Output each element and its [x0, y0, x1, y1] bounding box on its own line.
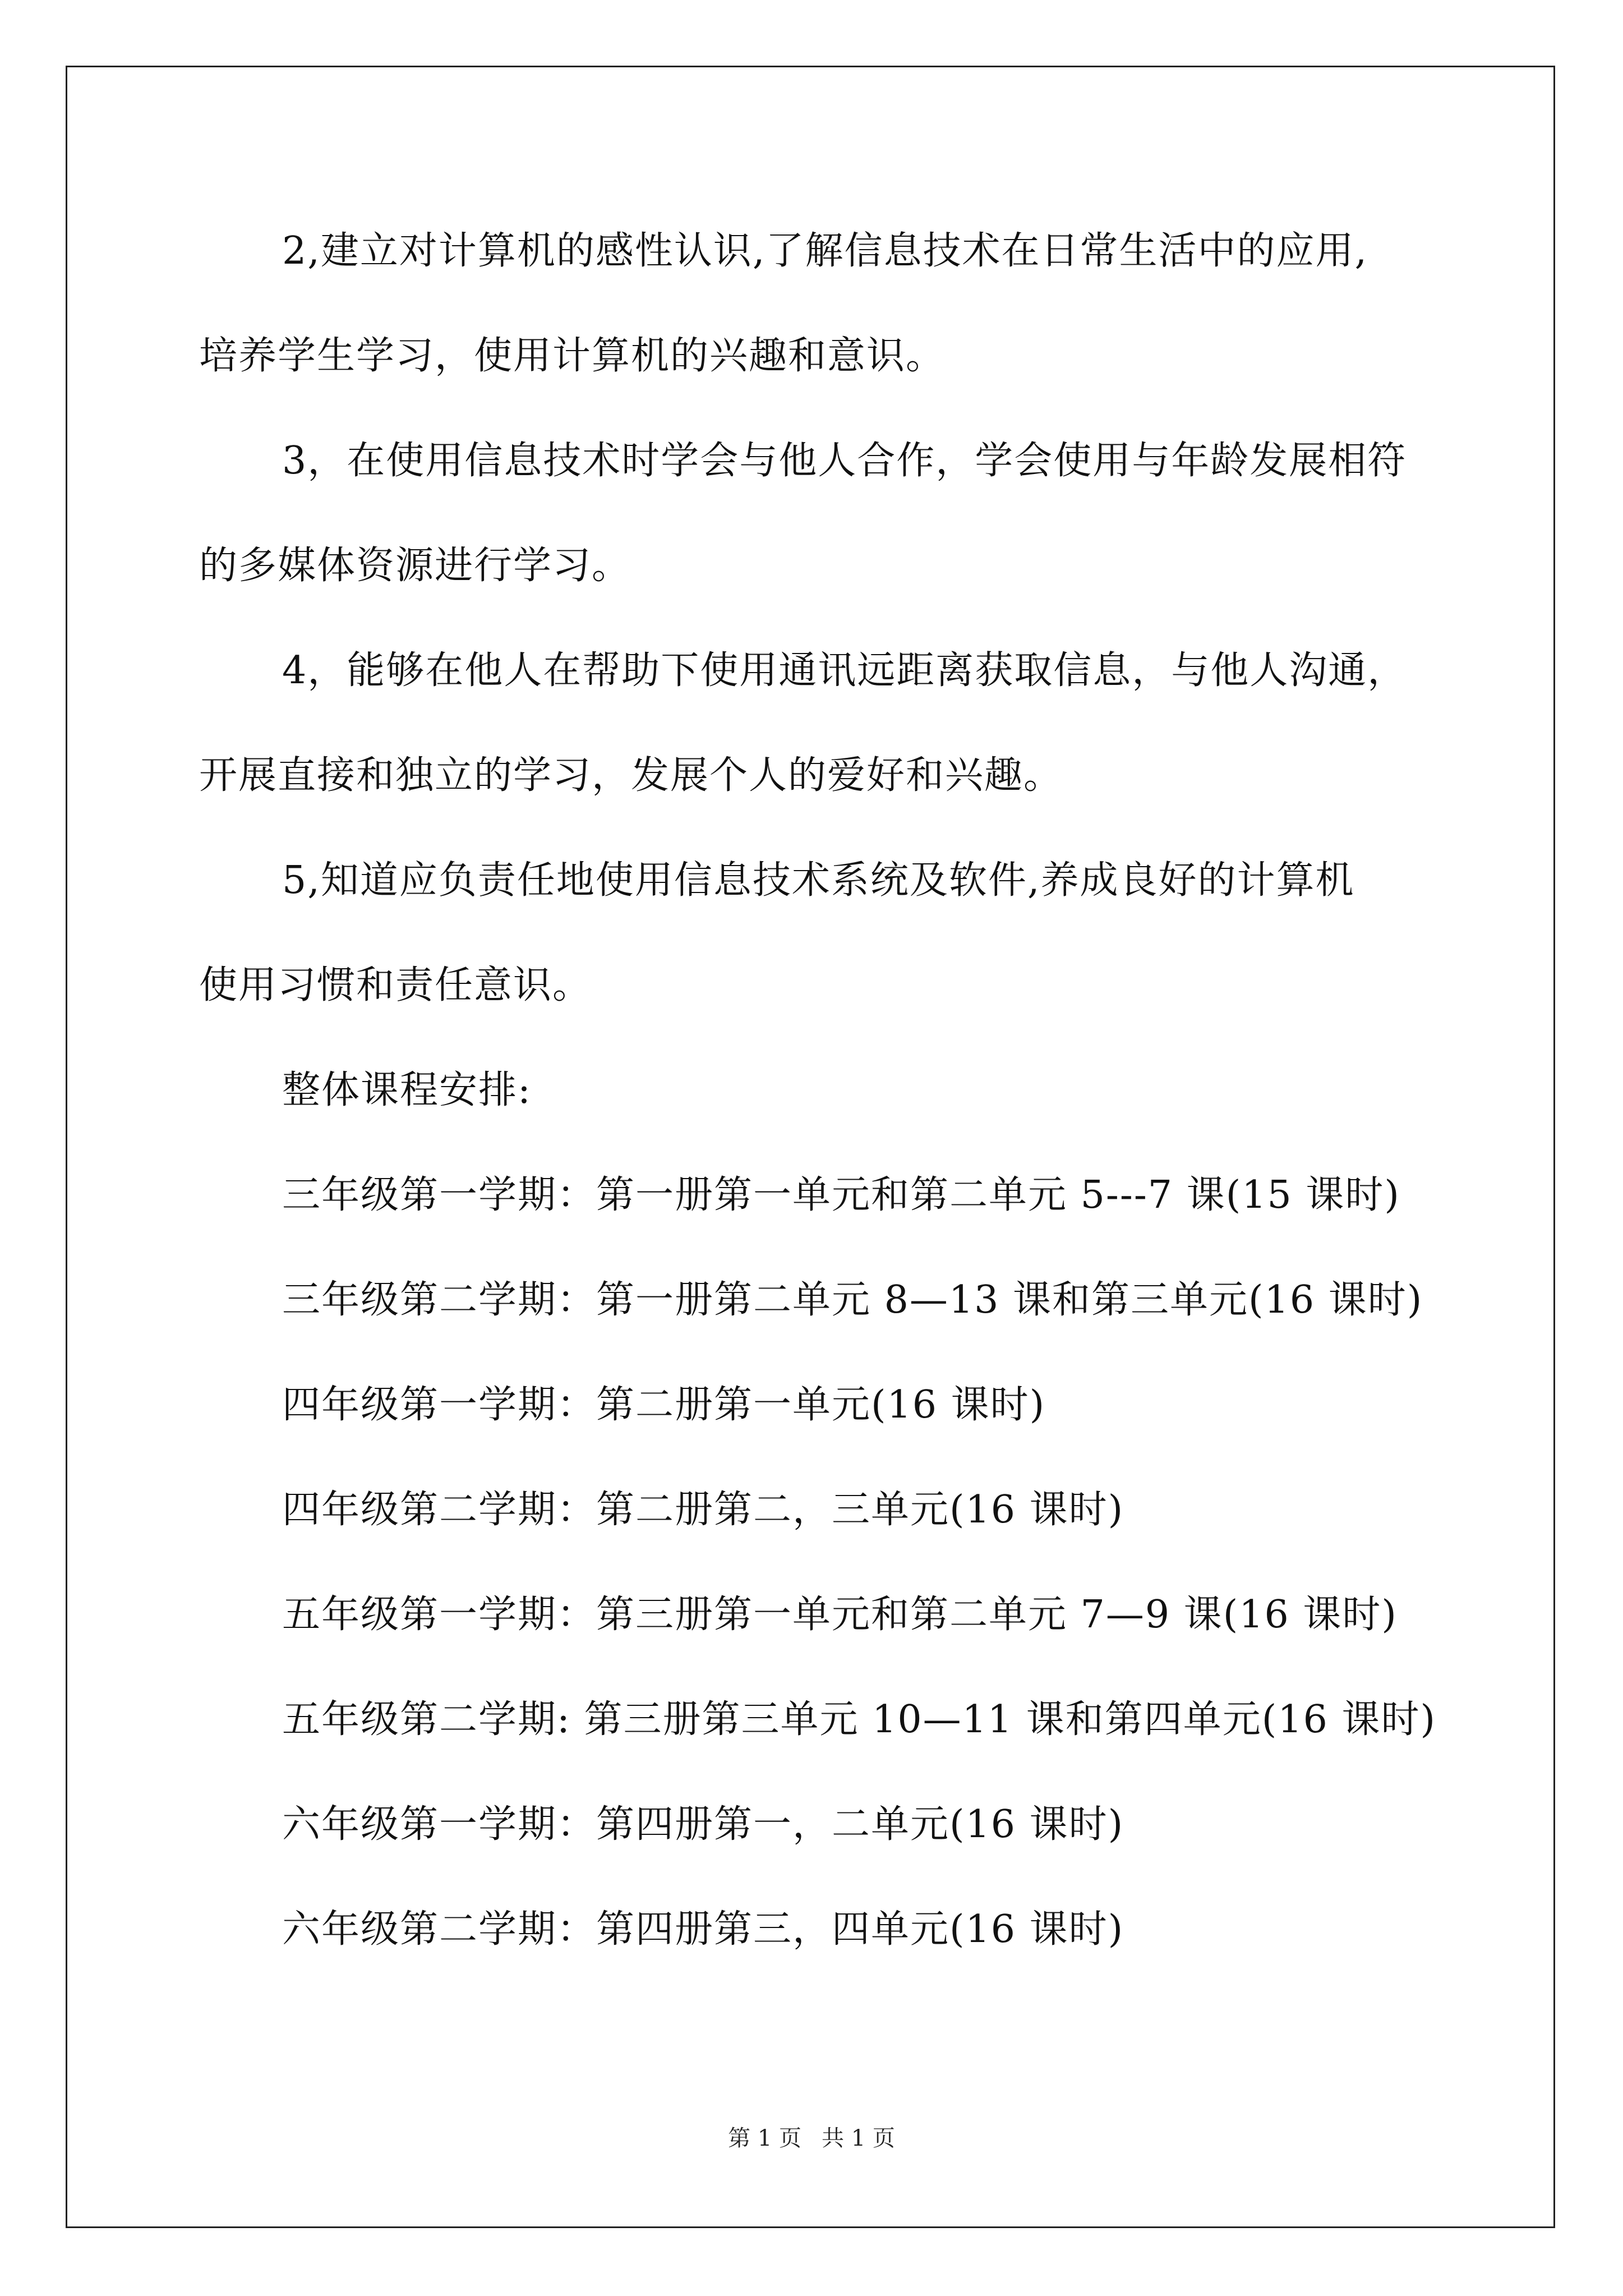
- paragraph-5-line-1: 5,知道应负责任地使用信息技术系统及软件,养成良好的计算机: [282, 858, 1355, 903]
- paragraph-2-line-2: 培养学生学习，使用计算机的兴趣和意识。: [199, 334, 946, 378]
- schedule-item: 六年级第二学期：第四册第三，四单元(16 课时): [282, 1907, 1124, 1952]
- paragraph-4-line-2: 开展直接和独立的学习，发展个人的爱好和兴趣。: [199, 753, 1063, 798]
- paragraph-2-line-1: 2,建立对计算机的感性认识,了解信息技术在日常生活中的应用,: [282, 229, 1368, 273]
- schedule-heading: 整体课程安排:: [282, 1068, 532, 1112]
- schedule-item: 四年级第二学期：第二册第二，三单元(16 课时): [282, 1488, 1124, 1532]
- page-number-current: 第 1 页: [728, 2125, 801, 2151]
- schedule-item: 四年级第一学期：第二册第一单元(16 课时): [282, 1383, 1046, 1427]
- paragraph-5-line-2: 使用习惯和责任意识。: [199, 963, 592, 1007]
- schedule-item: 五年级第一学期：第三册第一单元和第二单元 7—9 课(16 课时): [282, 1593, 1398, 1637]
- schedule-item: 六年级第一学期：第四册第一，二单元(16 课时): [282, 1802, 1124, 1847]
- page-footer: [0, 2124, 1623, 2152]
- paragraph-3-line-1: 3，在使用信息技术时学会与他人合作，学会使用与年龄发展相符: [282, 439, 1407, 483]
- paragraph-3-line-2: 的多媒体资源进行学习。: [199, 544, 631, 588]
- page-number-total: 共 1 页: [822, 2125, 895, 2151]
- schedule-item: 三年级第一学期：第一册第一单元和第二单元 5---7 课(15 课时): [282, 1173, 1400, 1217]
- schedule-item: 五年级第二学期: 第三册第三单元 10—11 课和第四单元(16 课时): [282, 1697, 1437, 1742]
- page-border: [66, 66, 1555, 2228]
- paragraph-4-line-1: 4，能够在他人在帮助下使用通讯远距离获取信息，与他人沟通，: [282, 648, 1407, 693]
- schedule-item: 三年级第二学期：第一册第二单元 8—13 课和第三单元(16 课时): [282, 1278, 1423, 1322]
